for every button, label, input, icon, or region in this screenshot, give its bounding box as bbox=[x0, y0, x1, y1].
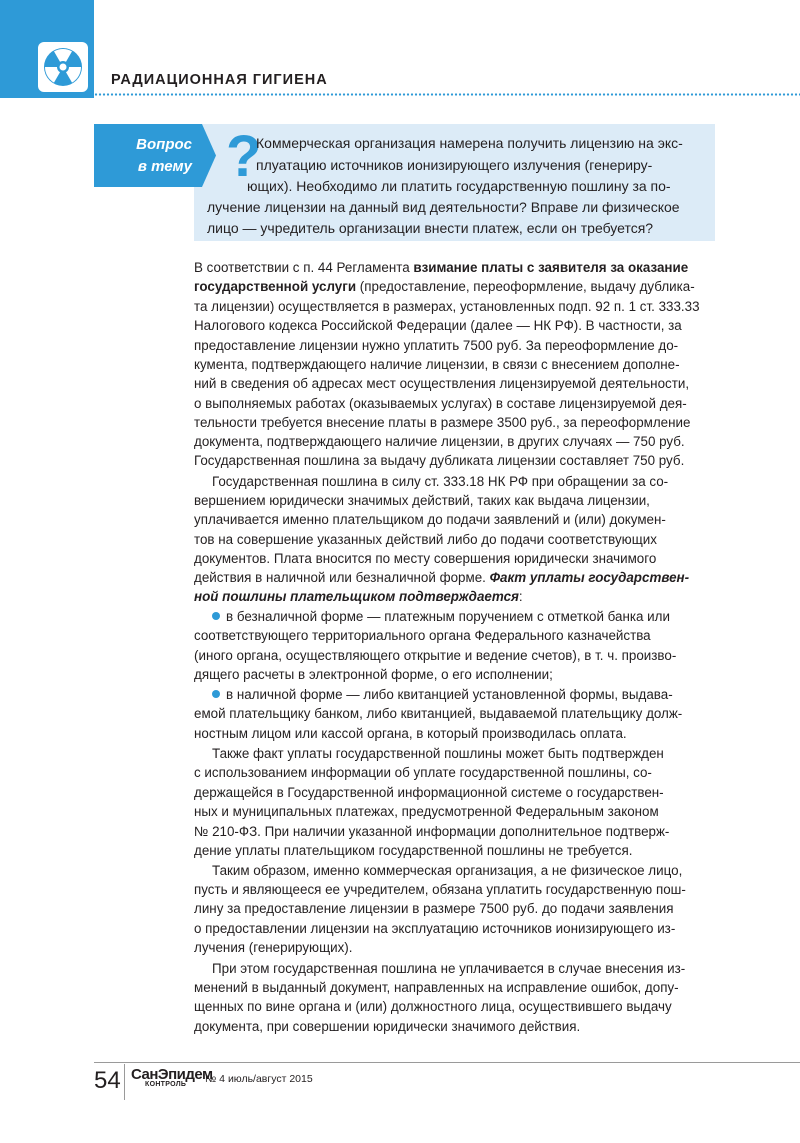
question-line: Коммерческая организация намерена получить лицензию на экс- bbox=[256, 135, 683, 151]
body-line bbox=[194, 413, 690, 432]
question-line: лицо — учредитель организации внести платеж, если он требуется? bbox=[207, 220, 654, 236]
question-line: плуатацию источников ионизирующего излучения (генериру- bbox=[256, 157, 653, 173]
text-run: документов. Плата вносится по месту совершения юридически значимого bbox=[194, 551, 657, 566]
body-line bbox=[194, 626, 651, 645]
body-line bbox=[194, 587, 523, 606]
body-line bbox=[194, 1017, 580, 1036]
magazine-logo: СанЭпидем bbox=[131, 1066, 213, 1083]
text-run: № 210-ФЗ. При наличии указанной информации дополнительное подтверж- bbox=[194, 824, 670, 839]
issue-info: № 4 июль/август 2015 bbox=[205, 1073, 313, 1085]
body-line bbox=[194, 938, 352, 957]
question-line: ющих). Необходимо ли платить государственную пошлину за по- bbox=[247, 178, 671, 194]
text-run: (предоставление, переоформление, выдачу дублика- bbox=[356, 279, 695, 294]
body-line bbox=[194, 432, 685, 451]
bullet-icon bbox=[212, 612, 220, 620]
body-line bbox=[194, 491, 650, 510]
magazine-logo-sub: КОНТРОЛЬ bbox=[145, 1081, 187, 1088]
body-line bbox=[194, 336, 678, 355]
text-run: лину за предоставление лицензии в размере 7500 руб. до подачи заявления bbox=[194, 901, 674, 916]
body-line bbox=[194, 451, 684, 470]
body-line bbox=[212, 861, 682, 880]
bullet-line bbox=[212, 607, 670, 626]
flag-label-line2: в тему bbox=[137, 158, 192, 175]
text-run: государственной услуги bbox=[194, 279, 357, 294]
text-run: При этом государственная пошлина не уплачивается в случае внесения из- bbox=[212, 961, 686, 976]
body-line bbox=[194, 665, 553, 684]
bullet-icon bbox=[212, 690, 220, 698]
section-logo bbox=[38, 42, 88, 92]
body-line bbox=[194, 374, 689, 393]
body-line bbox=[194, 316, 682, 335]
body-line bbox=[194, 802, 659, 821]
text-run: Государственная пошлина в силу ст. 333.18 НК РФ при обращении за со- bbox=[212, 474, 669, 489]
body-line bbox=[194, 997, 672, 1016]
body-line bbox=[194, 646, 676, 665]
text-run: дящего расчеты в электронной форме, о его исполнении; bbox=[194, 667, 553, 682]
text-run: Государственная пошлина за выдачу дубликата лицензии составляет 750 руб. bbox=[194, 453, 685, 468]
footer-rule bbox=[94, 1062, 800, 1063]
text-run: документа, при совершении юридически значимого действия. bbox=[194, 1019, 581, 1034]
text-run: дение уплаты плательщиком государственной пошлины не требуется. bbox=[194, 843, 633, 858]
text-run: лучения (генерирующих). bbox=[194, 940, 353, 955]
text-run: тов на совершение указанных действий либо до подачи соответствующих bbox=[194, 532, 657, 547]
text-run: предоставление лицензии нужно уплатить 7500 руб. За переоформление до- bbox=[194, 338, 679, 353]
text-run: тельности требуется внесение платы в размере 3500 руб., за переоформление bbox=[194, 415, 691, 430]
radiation-icon bbox=[38, 42, 88, 92]
text-run: в безналичной форме — платежным поручением с отметкой банка или bbox=[226, 609, 670, 624]
body-line bbox=[194, 355, 680, 374]
body-line bbox=[194, 978, 679, 997]
body-line bbox=[194, 841, 632, 860]
text-run: ной пошлины плательщиком подтверждается bbox=[194, 589, 519, 604]
text-run: щенных по вине органа и (или) должностного лица, осуществившего выдачу bbox=[194, 999, 672, 1014]
text-run: соответствующего территориального органа Федерального казначейства bbox=[194, 628, 651, 643]
page-number: 54 bbox=[94, 1067, 121, 1094]
text-run: кумента, подтверждающего наличие лицензии, в связи с внесением дополне- bbox=[194, 357, 680, 372]
question-line: лучение лицензии на данный вид деятельности? Вправе ли физическое bbox=[207, 199, 680, 215]
body-line bbox=[212, 472, 668, 491]
text-run: вершением юридически значимых действий, таких как выдача лицензии, bbox=[194, 493, 650, 508]
text-run: Налогового кодекса Российской Федерации (далее — НК РФ). В частности, за bbox=[194, 318, 682, 333]
text-run: в наличной форме — либо квитанцией установленной формы, выдава- bbox=[226, 687, 673, 702]
text-run: : bbox=[518, 589, 523, 604]
text-run: Также факт уплаты государственной пошлины может быть подтвержден bbox=[212, 746, 664, 761]
body-line bbox=[194, 549, 656, 568]
text-run: ных и муниципальных платежах, предусмотренной Федеральным законом bbox=[194, 804, 659, 819]
body-line bbox=[194, 258, 688, 277]
section-title: РАДИАЦИОННАЯ ГИГИЕНА bbox=[111, 72, 328, 88]
text-run: Таким образом, именно коммерческая организация, а не физическое лицо, bbox=[212, 863, 683, 878]
text-run: Факт уплаты государствен- bbox=[489, 570, 690, 585]
body-line bbox=[194, 822, 669, 841]
flag-label-line1: Вопрос bbox=[136, 136, 192, 153]
body-line bbox=[194, 510, 666, 529]
body-line bbox=[212, 744, 664, 763]
body-line bbox=[194, 704, 682, 723]
header-dotted-rule bbox=[94, 93, 800, 96]
body-line bbox=[194, 880, 686, 899]
body-line bbox=[194, 724, 627, 743]
text-run: с использованием информации об уплате государственной пошлины, со- bbox=[194, 765, 652, 780]
question-flag bbox=[94, 124, 216, 187]
text-run: о выполняемых работах (оказываемых услугах) в составе лицензируемой дея- bbox=[194, 396, 687, 411]
text-run: уплачивается именно плательщиком до подачи заявлений и (или) докумен- bbox=[194, 512, 666, 527]
footer-divider bbox=[124, 1064, 125, 1100]
body-line bbox=[194, 297, 700, 316]
body-line bbox=[194, 919, 675, 938]
text-run: (иного органа, осуществляющего открытие и ведение счетов), в т. ч. произво- bbox=[194, 648, 677, 663]
body-line bbox=[212, 959, 685, 978]
text-run: держащейся в Государственной информационной системе о государствен- bbox=[194, 785, 664, 800]
body-line bbox=[194, 568, 689, 587]
text-run: взимание платы с заявителя за оказание bbox=[413, 260, 689, 275]
bullet-line bbox=[212, 685, 673, 704]
body-line bbox=[194, 899, 674, 918]
text-run: пусть и являющееся ее учредителем, обязана уплатить государственную пош- bbox=[194, 882, 686, 897]
text-run: ностным лицом или кассой органа, в который производилась оплата. bbox=[194, 726, 627, 741]
body-line bbox=[194, 530, 657, 549]
question-mark-icon: ? bbox=[226, 124, 262, 189]
body-line bbox=[194, 277, 695, 296]
text-run: документа, подтверждающего наличие лицензии, в других случаях — 750 руб. bbox=[194, 434, 685, 449]
text-run: та лицензии) осуществляется в размерах, установленных подп. 92 п. 1 ст. 333.33 bbox=[194, 299, 700, 314]
text-run: действия в наличной или безналичной форме. bbox=[194, 570, 490, 585]
body-line bbox=[194, 394, 687, 413]
body-line bbox=[194, 783, 664, 802]
text-run: менений в выданный документ, направленных на исправление ошибок, допу- bbox=[194, 980, 679, 995]
text-run: ний в сведения об адресах мест осуществления лицензируемой деятельности, bbox=[194, 376, 690, 391]
text-run: В соответствии с п. 44 Регламента bbox=[194, 260, 414, 275]
body-line bbox=[194, 763, 652, 782]
text-run: емой плательщику банком, либо квитанцией, выдаваемой плательщику долж- bbox=[194, 706, 683, 721]
text-run: о предоставлении лицензии на эксплуатацию источников ионизирующего из- bbox=[194, 921, 676, 936]
